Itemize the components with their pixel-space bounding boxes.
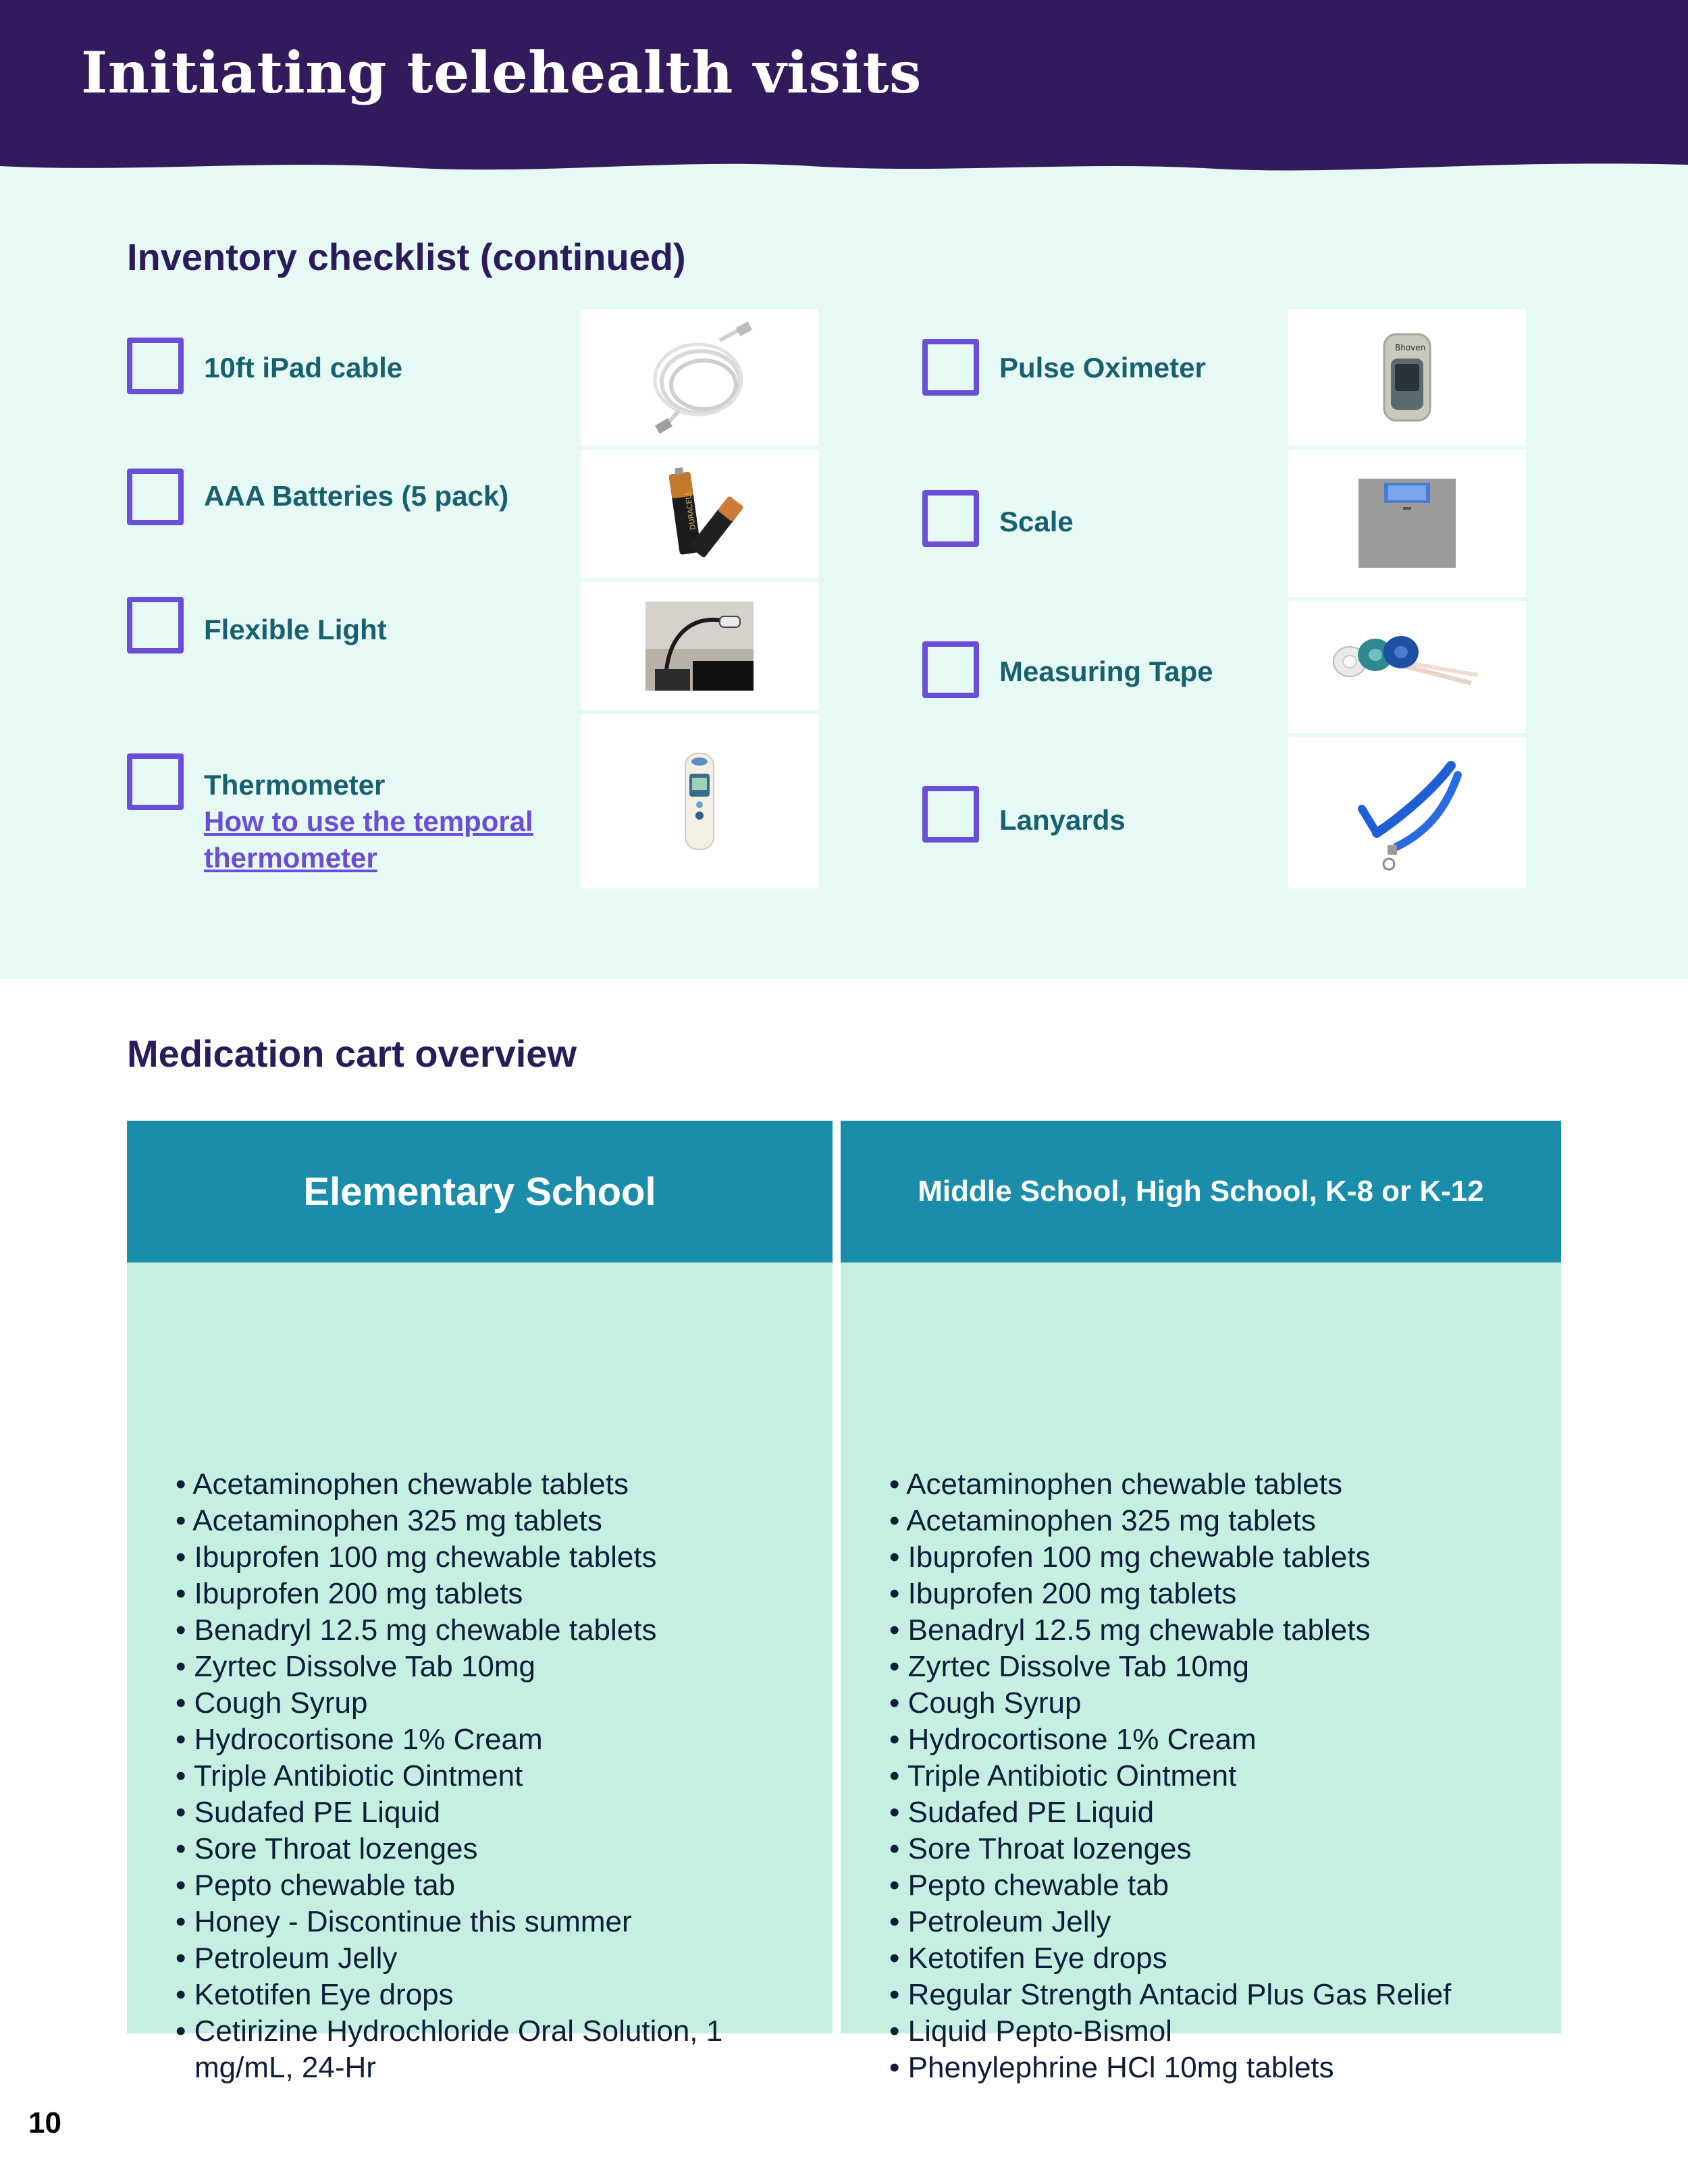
medication-item: • Hydrocortisone 1% Cream bbox=[176, 1722, 806, 1758]
medication-item: • Acetaminophen 325 mg tablets bbox=[889, 1503, 1534, 1539]
secondary-column bbox=[841, 1121, 1561, 2084]
inventory-title: Inventory checklist (continued) bbox=[127, 236, 686, 278]
checklist-item-ipad-cable[interactable] bbox=[127, 338, 402, 394]
medication-table bbox=[127, 1121, 1561, 2084]
inventory-wave-edge bbox=[0, 959, 1688, 992]
medication-item: • Ibuprofen 100 mg chewable tablets bbox=[889, 1539, 1534, 1576]
ipad-cable-image bbox=[581, 309, 818, 446]
checkbox[interactable] bbox=[127, 753, 184, 810]
medication-item: • Acetaminophen chewable tablets bbox=[889, 1466, 1534, 1503]
medication-item: • Ketotifen Eye drops bbox=[176, 1977, 806, 2013]
medication-item: • Zyrtec Dissolve Tab 10mg bbox=[889, 1649, 1534, 1685]
checklist-item-lanyards[interactable] bbox=[922, 786, 1126, 843]
medication-item: • Acetaminophen chewable tablets bbox=[176, 1466, 806, 1503]
medication-item: • Cough Syrup bbox=[889, 1685, 1534, 1722]
checklist-label: 10ft iPad cable bbox=[204, 352, 403, 383]
checklist-label: Flexible Light bbox=[204, 614, 387, 645]
header-wave-edge bbox=[0, 153, 1688, 180]
checklist-item-thermometer[interactable] bbox=[127, 753, 555, 876]
medication-item: • Ibuprofen 200 mg tablets bbox=[176, 1576, 806, 1612]
checklist-item-measuring-tape[interactable] bbox=[922, 641, 1213, 698]
page-number: 10 bbox=[28, 2106, 61, 2139]
medication-item: • Petroleum Jelly bbox=[889, 1904, 1534, 1940]
checkbox[interactable] bbox=[127, 338, 184, 394]
checkbox[interactable] bbox=[922, 641, 979, 698]
column-header: Elementary School bbox=[127, 1121, 833, 1262]
checklist-label: AAA Batteries (5 pack) bbox=[204, 480, 509, 512]
flexible-light-image bbox=[581, 582, 818, 710]
medication-item: • Liquid Pepto-Bismol bbox=[889, 2013, 1534, 2050]
thermometer-howto-link[interactable]: How to use the temporal thermometer bbox=[204, 805, 533, 874]
oximeter-brand-text: Bhoven bbox=[1395, 343, 1426, 352]
page-title: Initiating telehealth visits bbox=[81, 39, 922, 106]
checklist-item-batteries[interactable] bbox=[127, 469, 508, 525]
medication-item: • Benadryl 12.5 mg chewable tablets bbox=[176, 1612, 806, 1649]
medication-item: • Cetirizine Hydrochloride Oral Solution, 1 mg/mL, 24-Hr bbox=[176, 2013, 806, 2086]
checkbox[interactable] bbox=[127, 469, 184, 525]
elementary-column bbox=[127, 1121, 833, 2084]
measuring-tape-image bbox=[1288, 601, 1526, 733]
page-header bbox=[0, 0, 1688, 176]
medication-item: • Hydrocortisone 1% Cream bbox=[889, 1722, 1534, 1758]
pulse-oximeter-image bbox=[1288, 309, 1526, 446]
checklist-item-flexible-light[interactable] bbox=[127, 597, 387, 654]
medication-item: • Benadryl 12.5 mg chewable tablets bbox=[889, 1612, 1534, 1649]
battery-brand-text: DURACELL bbox=[683, 490, 698, 531]
medication-item: • Sore Throat lozenges bbox=[176, 1831, 806, 1867]
checklist-item-scale[interactable] bbox=[922, 490, 1074, 547]
medication-item: • Sudafed PE Liquid bbox=[889, 1794, 1534, 1831]
checkbox[interactable] bbox=[922, 490, 979, 547]
column-header: Middle School, High School, K-8 or K-12 bbox=[841, 1121, 1561, 1262]
column-body bbox=[127, 1262, 833, 2084]
medication-list bbox=[889, 1466, 1534, 2086]
medication-item: • Pepto chewable tab bbox=[176, 1867, 806, 1904]
medication-title: Medication cart overview bbox=[127, 1032, 577, 1075]
checkbox[interactable] bbox=[922, 786, 979, 843]
batteries-image bbox=[581, 450, 818, 578]
medication-item: • Ibuprofen 200 mg tablets bbox=[889, 1576, 1534, 1612]
checklist-label: Measuring Tape bbox=[999, 656, 1213, 687]
checklist-label: Scale bbox=[999, 506, 1074, 537]
medication-item: • Phenylephrine HCl 10mg tablets bbox=[889, 2050, 1534, 2086]
medication-item: • Sore Throat lozenges bbox=[889, 1831, 1534, 1867]
checkbox[interactable] bbox=[127, 597, 184, 654]
medication-item: • Acetaminophen 325 mg tablets bbox=[176, 1503, 806, 1539]
checklist-label: Thermometer bbox=[204, 769, 386, 801]
medication-item: • Petroleum Jelly bbox=[176, 1940, 806, 1977]
checkbox[interactable] bbox=[922, 339, 979, 396]
scale-image bbox=[1288, 450, 1526, 597]
medication-item: • Triple Antibiotic Ointment bbox=[176, 1758, 806, 1794]
medication-item: • Honey - Discontinue this summer bbox=[176, 1904, 806, 1940]
medication-item: • Sudafed PE Liquid bbox=[176, 1794, 806, 1831]
medication-item: • Ketotifen Eye drops bbox=[889, 1940, 1534, 1977]
medication-item: • Pepto chewable tab bbox=[889, 1867, 1534, 1904]
medication-item: • Ibuprofen 100 mg chewable tablets bbox=[176, 1539, 806, 1576]
checklist-item-pulse-oximeter[interactable] bbox=[922, 339, 1206, 396]
medication-item: • Zyrtec Dissolve Tab 10mg bbox=[176, 1649, 806, 1685]
medication-item: • Triple Antibiotic Ointment bbox=[889, 1758, 1534, 1794]
medication-item: • Cough Syrup bbox=[176, 1685, 806, 1722]
lanyard-image bbox=[1288, 737, 1526, 888]
thermometer-image bbox=[581, 714, 818, 888]
checklist-label: Lanyards bbox=[999, 804, 1126, 836]
medication-item: • Regular Strength Antacid Plus Gas Relief bbox=[889, 1977, 1534, 2013]
checklist-label: Pulse Oximeter bbox=[999, 352, 1206, 383]
medication-list bbox=[176, 1466, 806, 2086]
column-body bbox=[841, 1262, 1561, 2084]
